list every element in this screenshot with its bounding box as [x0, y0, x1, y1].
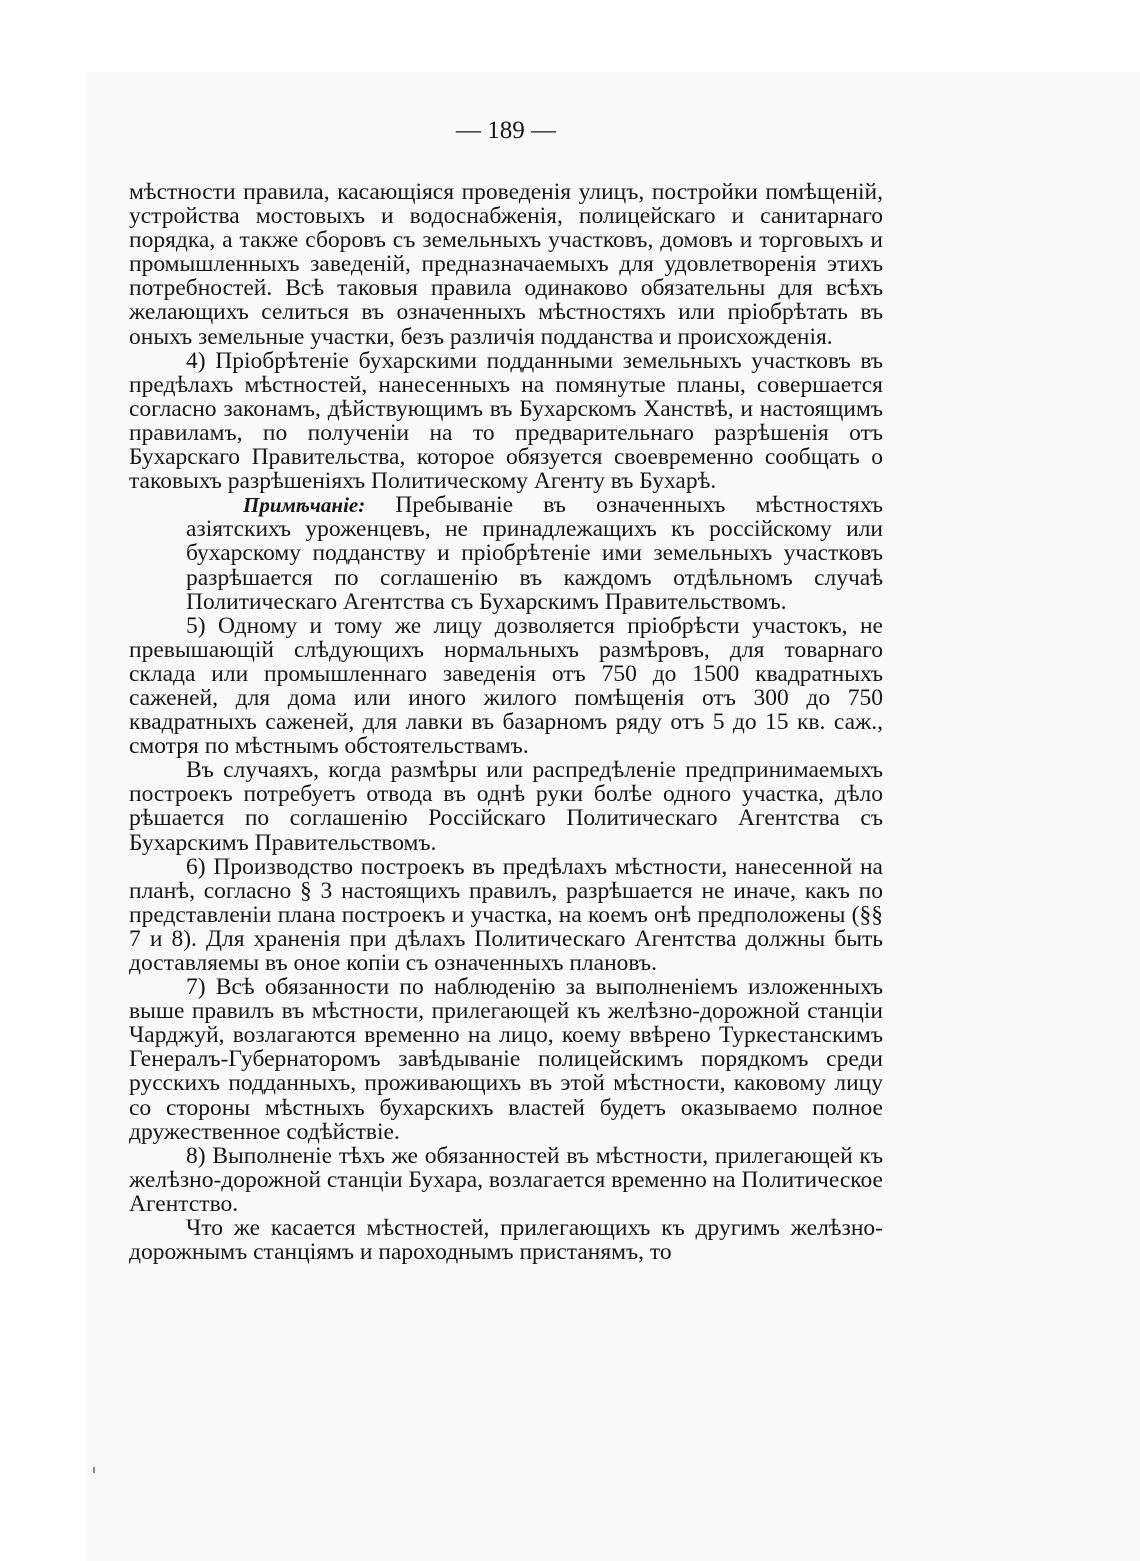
note-text: Пребываніе въ означенныхъ мѣстностяхъ азіятскихъ уроженцевъ, не принадлежащихъ къ россійскому или бухарскому подданству и пріобрѣтеніе ими земельныхъ участковъ разрѣшается по соглашенію въ каждомъ отдѣльномъ случаѣ Политическаго Агентства съ Бухарскимъ Правительствомъ. — [186, 492, 883, 615]
note-paragraph — [186, 493, 883, 613]
paragraph-clause-8: 8) Выполненіе тѣхъ же обязанностей въ мѣстности, прилегающей къ желѣзно-дорожной станціи Бухара, возлагается временно на Политическое Агентство. — [129, 1142, 883, 1217]
paragraph-clause-5: 5) Одному и тому же лицу дозволяется пріобрѣсти участокъ, не превышающій слѣдующихъ нормальныхъ размѣровъ, для товарнаго склада или промышленнаго заведенія отъ 750 до 1500 квадратныхъ саженей, для дома или иного жилого помѣщенія отъ 300 до 750 квадратныхъ саженей, для лавки въ базарномъ ряду отъ 5 до 15 кв. саж., смотря по мѣстнымъ обстоятельствамъ. — [129, 612, 883, 760]
paragraph-clause-6: 6) Производство построекъ въ предѣлахъ мѣстности, нанесенной на планѣ, согласно § 3 настоящихъ правилъ, разрѣшается не иначе, какъ по представленіи плана построекъ и участка, на коемъ онѣ предположены (§§ 7 и 8). Для храненія при дѣлахъ Политическаго Агентства должны быть доставляемы въ оное копіи съ означенныхъ плановъ. — [129, 853, 883, 976]
note-label: Примѣчаніе: — [243, 493, 366, 518]
document-page — [129, 116, 883, 1264]
scan-speck — [93, 1467, 95, 1473]
paragraph-continuation: мѣстности правила, касающіяся проведенія улицъ, постройки помѣщеній, устройства мостовыхъ и водоснабженія, полицейскаго и санитарнаго порядка, а также сборовъ съ земельныхъ участковъ, домовъ и торговыхъ и промышленныхъ заведеній, предназначаемыхъ для удовлетворенія этихъ потребностей. Всѣ таковыя правила одинаково обязательны для всѣхъ желающихъ селиться въ означенныхъ мѣстностяхъ или пріобрѣтать въ оныхъ земельные участки, безъ различія подданства и происхожденія. — [129, 179, 883, 350]
paragraph-clause-4: 4) Пріобрѣтеніе бухарскими подданными земельныхъ участковъ въ предѣлахъ мѣстностей, нанесенныхъ на помянутые планы, совершается согласно законамъ, дѣйствующимъ въ Бухарскомъ Ханствѣ, и настоящимъ правиламъ, по полученіи на то предварительнаго разрѣшенія отъ Бухарскаго Правительства, которое обязуется своевременно сообщать о таковыхъ разрѣшеніяхъ Политическому Агенту въ Бухарѣ. — [129, 347, 883, 495]
page-number: — 189 — — [456, 117, 556, 144]
paragraph-final: Что же касается мѣстностей, прилегающихъ къ другимъ желѣзно-дорожнымъ станціямъ и пароходнымъ пристанямъ, то — [129, 1215, 883, 1266]
paragraph-clause-5-continued: Въ случаяхъ, когда размѣры или распредѣленіе предпринимаемыхъ построекъ потребуетъ отвода въ однѣ руки болѣе одного участка, дѣло рѣшается по соглашенію Россійскаго Политическаго Агентства съ Бухарскимъ Правительствомъ. — [129, 757, 883, 856]
paragraph-clause-7: 7) Всѣ обязанности по наблюденію за выполненіемъ изложенныхъ выше правилъ въ мѣстности, прилегающей къ желѣзно-дорожной станціи Чарджуй, возлагаются временно на лицо, коему ввѣрено Туркестанскимъ Генералъ-Губернаторомъ завѣдываніе полицейскимъ порядкомъ среди русскихъ подданныхъ, проживающихъ въ этой мѣстности, каковому лицу со стороны мѣстныхъ бухарскихъ властей будетъ оказываемо полное дружественное содѣйствіе. — [129, 974, 883, 1145]
